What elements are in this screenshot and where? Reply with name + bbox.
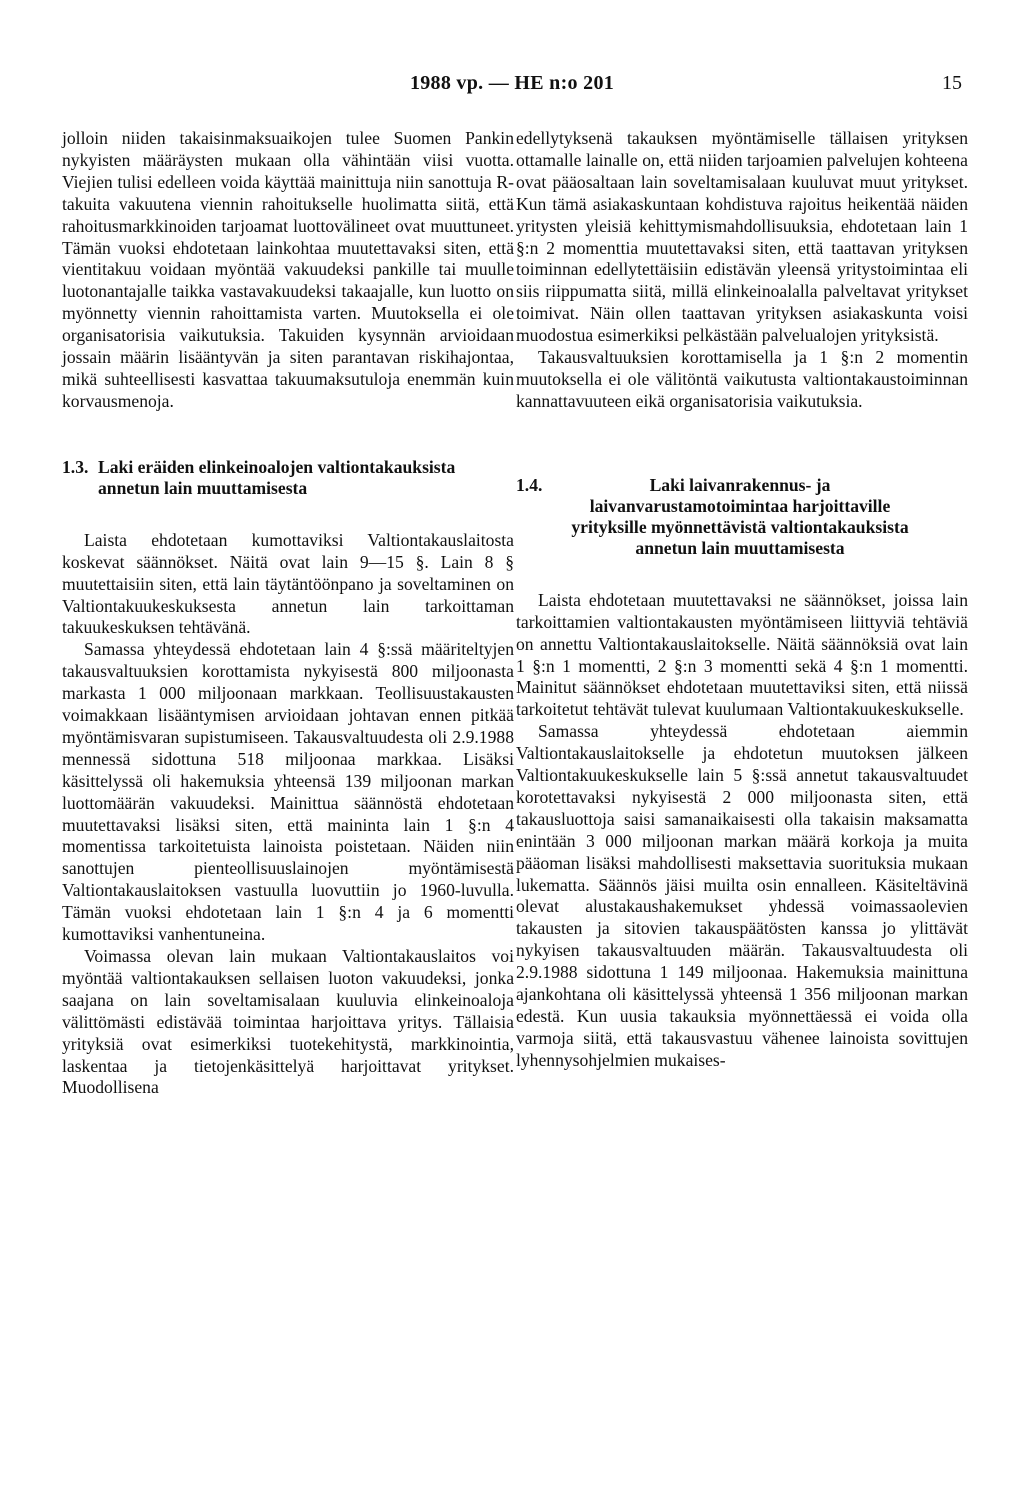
paragraph: edellytyksenä takauksen myöntämiselle tällaisen yrityksen ottamalle lainalle on, että niiden tarjoamien palvelujen kohteena ovat pääosaltaan lain soveltamisalaan kuuluvat muut yritykset. Kun tämä asiakaskuntaan kohdistuva rajoitus heikentää näiden yritysten yleisiä kehittymismahdollisuuksia, ehdotetaan lain 1 §:n 2 momenttia muutettavaksi siten, että taattavan yrityksen toiminnan edellytettäisiin edistävän yleensä yritystoimintaa eli siis riippumatta siitä, millä elinkeinoalalla palveltavat yritykset toimivat. Näin ollen taattavan yrityksen asiakaskunta voisi muodostua esimerkiksi pelkästään palvelualojen yrityksistä. [516,128,968,346]
paragraph: Laista ehdotetaan kumottaviksi Valtiontakauslaitosta koskevat säännökset. Näitä ovat lain 9—15 §. Lain 8 § muutettaisiin siten, että lain täytäntöönpano ja soveltaminen on Valtiontakuukeskuksesta annetun lain tarkoittaman takuukeskuksen tehtävänä. [62,529,514,638]
section-heading-1-3 [62,457,514,499]
paragraph: Samassa yhteydessä ehdotetaan lain 4 §:ssä määriteltyjen takausvaltuuksien korottamista nykyisestä 800 miljoonasta markasta 1 000 miljoonaan markkaan. Teollisuustakausten voimakkaan lisääntymisen arvioidaan johtavan ennen pitkää myöntämisvaran supistumiseen. Takausvaltuudesta oli 2.9.1988 mennessä sidottuna 518 miljoonaa markkaa. Lisäksi käsittelyssä oli hakemuksia yhteensä 139 miljoonan markan luottomäärän vakuudeksi. Mainittua säännöstä ehdotetaan muutettavaksi lisäksi siten, että maininta lain 1 §:n 4 momentissa tarkoitetuista lainoista poistetaan. Näiden niin sanottujen pienteollisuuslainojen myöntämisestä Valtiontakauslaitoksen vastuulla luovuttiin jo 1960-luvulla. Tämän vuoksi ehdotetaan lain 1 §:n 4 ja 6 momentti kumottaviksi vanhentuneina. [62,639,514,945]
page-header [0,72,1024,102]
page-title: 1988 vp. — HE n:o 201 [409,72,615,94]
paragraph: jolloin niiden takaisinmaksuaikojen tulee Suomen Pankin nykyisten määräysten mukaan olla vähintään viisi vuotta. Viejien tulisi edelleen voida käyttää mainittuja niin sanottuja R-takuita vakuutena viennin rahoitukselle huolimatta siitä, että rahoitusmarkkinoiden tarjoamat luottovälineet ovat muuttuneet. Tämän vuoksi ehdotetaan lainkohtaa muutettavaksi siten, että vientitakuu voidaan myöntää vakuudeksi pankille tai muulle luotonantajalle taikka vastavakuudeksi takaajalle, kun luotto on myönnetty viennin rahoittamista varten. Muutoksella ei ole organisatorisia vaikutuksia. Takuiden kysynnän arvioidaan jossain määrin lisääntyvän ja siten parantavan riskihajontaa, mikä suhteellisesti kasvattaa takuumaksutuloja enemmän kuin korvausmenoja. [62,128,514,411]
section-heading-1-4 [516,475,968,559]
paragraph: Takausvaltuuksien korottamisella ja 1 §:n 2 momentin muutoksella ei ole välitöntä vaikutusta valtiontakaustoiminnan kannattavuuteen eikä organisatorisia vaikutuksia. [516,347,968,411]
right-column [516,128,968,1072]
paragraph: Laista ehdotetaan muutettavaksi ne säännökset, joissa lain tarkoittamien valtiontakausten myöntämiseen liittyviä tehtäviä on annettu Valtiontakauslaitokselle. Näitä säännöksiä ovat lain 1 §:n 1 momentti, 2 §:n 3 momentti sekä 4 §:n 1 momentti. Mainitut säännökset ehdotetaan muutettaviksi siten, että niissä tarkoitetut tehtävät tulevat kuulumaan Valtiontakuukeskukselle. [516,589,968,720]
paragraph: Voimassa olevan lain mukaan Valtiontakauslaitos voi myöntää valtiontakauksen sellaisen luoton vakuudeksi, jonka saajana on lain soveltamisalaan kuuluvia elinkeinoaloja välittömästi edistävää toimintaa harjoittava yritys. Tällaisia yrityksiä ovat esimerkiksi tuotekehitystä, markkinointia, laskentaa ja tietojenkäsittelyä harjoittavat yritykset. Muodollisena [62,946,514,1098]
section-title: Laki eräiden elinkeinoalojen valtiontakauksista annetun lain muuttamisesta [98,456,456,498]
paragraph: Samassa yhteydessä ehdotetaan aiemmin Valtiontakauslaitokselle ja ehdotetun muutoksen jälkeen Valtiontakuukeskukselle lain 5 §:ssä annetut takausvaltuudet korotettavaksi nykyisestä 2 000 miljoonasta siten, että takausluottoja saisi samanaikaisesti olla takaisin maksamatta enintään 3 000 miljoonan markan määrä korkoja ja muita pääoman lisäksi mahdollisesti maksettavia suorituksia mukaan lukematta. Säännös jäisi muilta osin ennalleen. Käsiteltävinä olevat alustakaushakemukset yhdessä voimassaolevien takausten ja sitovien takauspäätösten kanssa jo ylittävät nykyisen takausvaltuuden määrän. Takausvaltuudesta oli 2.9.1988 sidottuna 1 149 miljoonaa. Hakemuksia mainittuna ajankohtana oli käsittelyssä yhteensä 1 356 miljoonan markan edestä. Kun uusia takauksia myönnettäessä ei voida olla varmoja siitä, että takausvastuu vähenee lainoista sovittujen lyhennysohjelmien mukaises- [516,721,968,1070]
section-title: Laki laivanrakennus- ja laivanvarustamotoimintaa harjoittaville yrityksille myönnettävistä valtiontakauksista annetun lain muuttamisesta [571,474,909,558]
left-column [62,128,514,1099]
section-number: 1.4. [516,474,543,495]
page-number: 15 [942,72,962,94]
section-number: 1.3. [62,456,89,477]
